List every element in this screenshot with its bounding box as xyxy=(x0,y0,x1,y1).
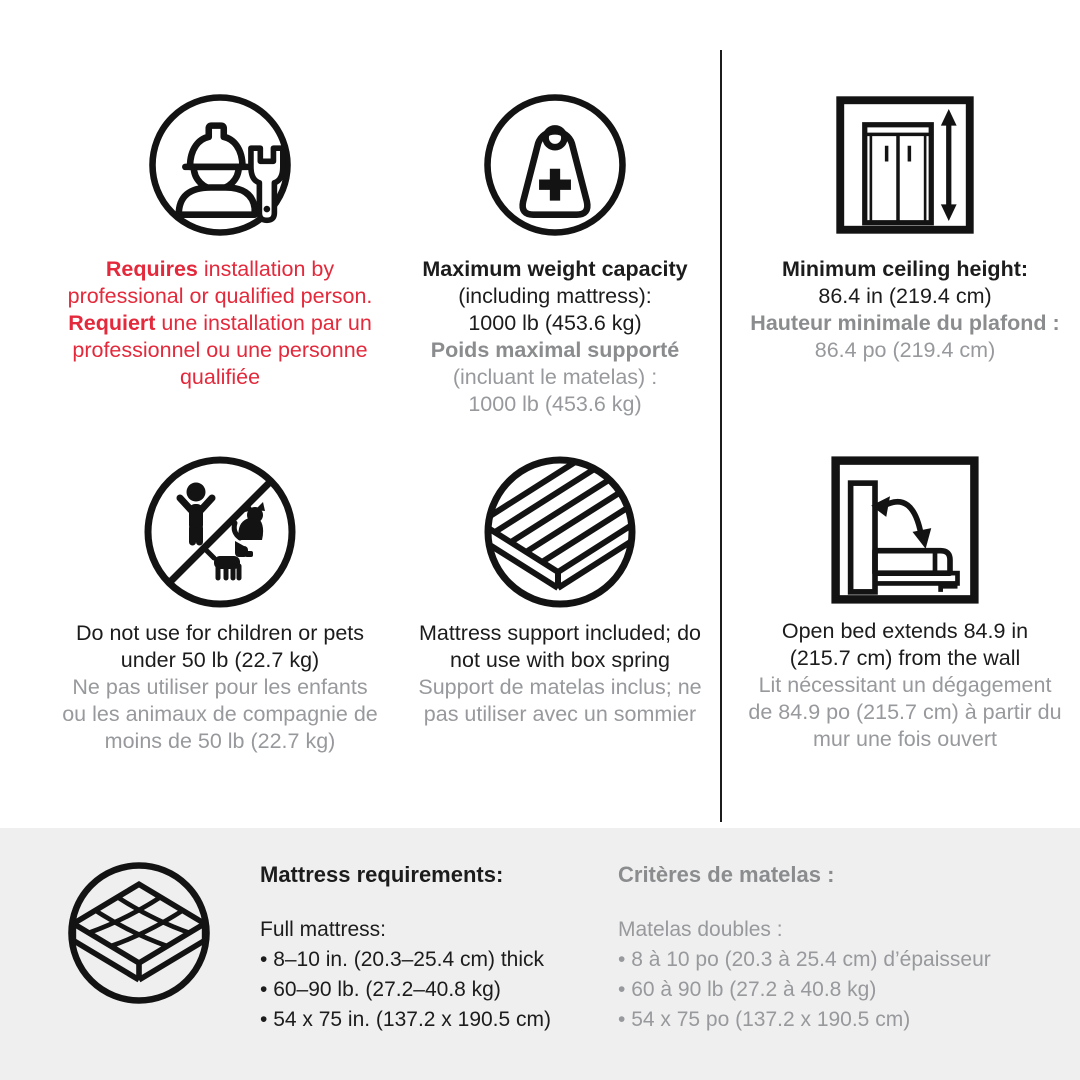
card-installation xyxy=(30,90,410,391)
card-ceiling-height xyxy=(735,90,1075,364)
ceiling-fr-line-2: 86.4 po (219.4 cm) xyxy=(814,338,996,362)
children-fr-line-3: moins de 50 lb (22.7 kg) xyxy=(104,729,336,753)
openbed-fr-line-1: Lit nécessitant un dégagement xyxy=(758,673,1052,697)
mattress-req-sub-fr: Matelas doubles : xyxy=(618,918,783,941)
support-en-line-2: not use with box spring xyxy=(450,648,670,672)
weight-icon xyxy=(480,90,630,240)
children-en-line-1: Do not use for children or pets xyxy=(75,621,364,645)
support-fr-line-1: Support de matelas inclus; ne xyxy=(418,675,702,699)
card-mattress-support xyxy=(395,452,725,728)
support-en-line-1: Mattress support included; do xyxy=(418,621,702,645)
open-bed-icon xyxy=(830,450,980,610)
mattress-req-item-en: • 8–10 in. (20.3–25.4 cm) thick xyxy=(260,945,551,975)
ceiling-en-line-2: 86.4 in (219.4 cm) xyxy=(818,284,992,308)
openbed-en-line-1: Open bed extends 84.9 in xyxy=(781,619,1029,643)
no-children-pets-icon xyxy=(140,452,300,612)
children-fr-line-2: ou les animaux de compagnie de xyxy=(62,702,378,726)
children-en-line-2: under 50 lb (22.7 kg) xyxy=(120,648,320,672)
install-bold-en: Requires xyxy=(105,257,198,281)
mattress-req-title-fr: Critères de matelas : xyxy=(618,862,835,887)
install-bold-fr: Requiert xyxy=(68,311,156,335)
install-line-3 xyxy=(30,310,410,337)
max-weight-text xyxy=(400,256,710,418)
install-line-1 xyxy=(30,256,410,283)
weight-fr-line-3: 1000 lb (453.6 kg) xyxy=(468,392,642,416)
support-fr-line-2: pas utiliser avec un sommier xyxy=(423,702,697,726)
weight-fr-line-2: (incluant le matelas) : xyxy=(452,365,658,389)
mattress-req-item-en: • 60–90 lb. (27.2–40.8 kg) xyxy=(260,975,551,1005)
ceiling-height-text xyxy=(735,256,1075,364)
openbed-fr-line-3: mur une fois ouvert xyxy=(812,727,998,751)
install-rest-en: installation by xyxy=(197,257,335,281)
mattress-req-item-fr: • 60 à 90 lb (27.2 à 40.8 kg) xyxy=(618,975,991,1005)
slatted-platform-icon xyxy=(480,452,640,612)
installer-icon xyxy=(145,90,295,240)
mattress-support-text xyxy=(395,620,725,728)
weight-fr-line-1: Poids maximal supporté xyxy=(430,338,680,362)
open-bed-text xyxy=(733,618,1077,753)
install-line-4: professionnel ou une personne xyxy=(72,338,368,362)
weight-en-line-1: Maximum weight capacity xyxy=(422,257,688,281)
mattress-requirements-en xyxy=(260,862,551,1035)
mattress-req-item-en: • 54 x 75 in. (137.2 x 190.5 cm) xyxy=(260,1005,551,1035)
install-line-2: professional or qualified person. xyxy=(67,284,373,308)
weight-en-line-2: (including mattress): xyxy=(458,284,652,308)
mattress-requirements-fr xyxy=(618,862,991,1035)
card-open-bed xyxy=(733,450,1077,753)
ceiling-fr-line-1: Hauteur minimale du plafond : xyxy=(750,311,1060,335)
install-rest-fr: une installation par un xyxy=(155,311,372,335)
ceiling-en-line-1: Minimum ceiling height: xyxy=(781,257,1029,281)
mattress-req-sub-en: Full mattress: xyxy=(260,918,387,941)
install-line-5: qualifiée xyxy=(179,365,261,389)
openbed-en-line-2: (215.7 cm) from the wall xyxy=(789,646,1021,670)
mattress-req-title-en: Mattress requirements: xyxy=(260,862,504,887)
card-max-weight xyxy=(400,90,710,418)
ceiling-height-icon xyxy=(835,90,975,240)
mattress-requirements-band xyxy=(0,828,1080,1080)
openbed-fr-line-2: de 84.9 po (215.7 cm) à partir du xyxy=(748,700,1062,724)
mattress-req-item-fr: • 54 x 75 po (137.2 x 190.5 cm) xyxy=(618,1005,991,1035)
mattress-icon xyxy=(64,858,214,1008)
card-no-children-pets xyxy=(30,452,410,755)
children-fr-line-1: Ne pas utiliser pour les enfants xyxy=(72,675,368,699)
mattress-req-item-fr: • 8 à 10 po (20.3 à 25.4 cm) d’épaisseur xyxy=(618,945,991,975)
installation-text xyxy=(30,256,410,391)
no-children-pets-text xyxy=(30,620,410,755)
weight-en-line-3: 1000 lb (453.6 kg) xyxy=(468,311,642,335)
